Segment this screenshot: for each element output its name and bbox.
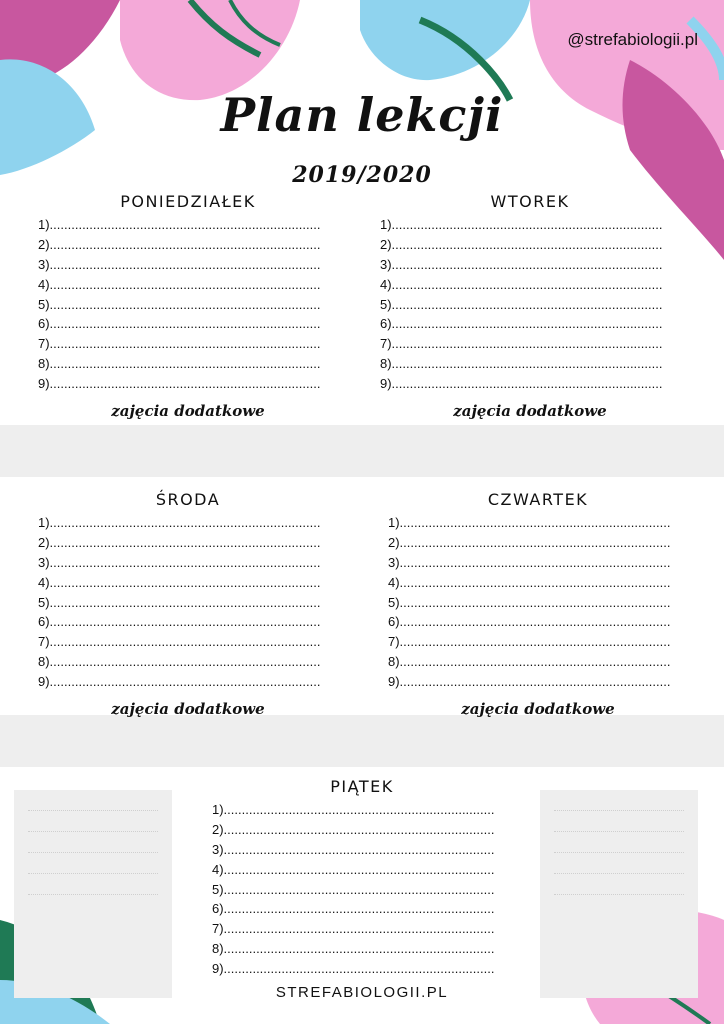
lesson-line-6[interactable]: 6)........................................................................... bbox=[38, 316, 321, 332]
lesson-line-2[interactable]: 2)........................................................................... bbox=[380, 236, 663, 252]
lesson-line-3[interactable]: 3)........................................................................... bbox=[380, 256, 663, 272]
lesson-line-4[interactable]: 4)........................................................................... bbox=[212, 861, 495, 877]
day-tuesday bbox=[380, 192, 680, 420]
lesson-line-3[interactable]: 3)........................................................................... bbox=[212, 841, 495, 857]
lesson-line-6[interactable]: 6)........................................................................... bbox=[388, 614, 671, 630]
lesson-line-9[interactable]: 9)........................................................................... bbox=[38, 376, 321, 392]
divider-band-2 bbox=[0, 715, 724, 767]
lesson-list bbox=[38, 515, 338, 694]
lesson-line-1[interactable]: 1)........................................................................... bbox=[38, 515, 321, 530]
lesson-line-8[interactable]: 8)........................................................................... bbox=[38, 356, 321, 372]
lesson-line-9[interactable]: 9)........................................................................... bbox=[380, 376, 663, 392]
lesson-line-1[interactable]: 1)........................................................................... bbox=[380, 217, 663, 232]
divider-band-1 bbox=[0, 425, 724, 477]
lesson-line-7[interactable]: 7)........................................................................... bbox=[388, 634, 671, 650]
lesson-line-9[interactable]: 9)........................................................................... bbox=[212, 961, 495, 977]
lesson-list bbox=[38, 217, 338, 396]
lesson-line-9[interactable]: 9)........................................................................... bbox=[388, 674, 671, 690]
extra-activities-label: zajęcia dodatkowe bbox=[461, 700, 615, 719]
extra-activities-label: zajęcia dodatkowe bbox=[111, 700, 265, 719]
lesson-line-1[interactable]: 1)........................................................................... bbox=[212, 802, 495, 817]
school-year: 2019/2020 bbox=[292, 162, 432, 188]
day-monday bbox=[38, 192, 338, 420]
day-name: CZWARTEK bbox=[487, 490, 589, 509]
lesson-line-7[interactable]: 7)........................................................................... bbox=[38, 634, 321, 650]
lesson-line-5[interactable]: 5)........................................................................... bbox=[212, 881, 495, 897]
lesson-line-2[interactable]: 2)........................................................................... bbox=[388, 534, 671, 550]
day-name: ŚRODA bbox=[155, 490, 221, 509]
page-title: Plan lekcji bbox=[220, 88, 504, 142]
lesson-line-7[interactable]: 7)........................................................................... bbox=[38, 336, 321, 352]
lesson-list bbox=[380, 217, 680, 396]
lesson-line-8[interactable]: 8)........................................................................... bbox=[388, 654, 671, 670]
lesson-line-9[interactable]: 9)........................................................................... bbox=[38, 674, 321, 690]
day-name: PONIEDZIAŁEK bbox=[120, 192, 256, 211]
website-footer: STREFABIOLOGII.PL bbox=[275, 984, 449, 1001]
lesson-line-4[interactable]: 4)........................................................................... bbox=[38, 574, 321, 590]
lesson-line-4[interactable]: 4)........................................................................... bbox=[38, 276, 321, 292]
lesson-line-7[interactable]: 7)........................................................................... bbox=[212, 921, 495, 937]
day-thursday bbox=[388, 490, 688, 718]
day-friday bbox=[212, 777, 512, 981]
lesson-line-5[interactable]: 5)........................................................................... bbox=[38, 594, 321, 610]
day-name: PIĄTEK bbox=[330, 777, 394, 796]
lesson-line-8[interactable]: 8)........................................................................... bbox=[38, 654, 321, 670]
lesson-line-8[interactable]: 8)........................................................................... bbox=[212, 941, 495, 957]
lesson-line-7[interactable]: 7)........................................................................... bbox=[380, 336, 663, 352]
lesson-line-6[interactable]: 6)........................................................................... bbox=[212, 901, 495, 917]
lesson-line-8[interactable]: 8)........................................................................... bbox=[380, 356, 663, 372]
notes-box-right[interactable] bbox=[540, 790, 698, 998]
lesson-line-1[interactable]: 1)........................................................................... bbox=[38, 217, 321, 232]
lesson-line-2[interactable]: 2)........................................................................... bbox=[38, 534, 321, 550]
lesson-line-5[interactable]: 5)........................................................................... bbox=[388, 594, 671, 610]
lesson-line-6[interactable]: 6)........................................................................... bbox=[380, 316, 663, 332]
lesson-line-3[interactable]: 3)........................................................................... bbox=[38, 554, 321, 570]
lesson-line-3[interactable]: 3)........................................................................... bbox=[38, 256, 321, 272]
lesson-list bbox=[212, 802, 512, 981]
lesson-line-5[interactable]: 5)........................................................................... bbox=[38, 296, 321, 312]
lesson-line-3[interactable]: 3)........................................................................... bbox=[388, 554, 671, 570]
instagram-handle: @strefabiologii.pl bbox=[567, 30, 698, 49]
lesson-line-2[interactable]: 2)........................................................................... bbox=[38, 236, 321, 252]
lesson-line-2[interactable]: 2)........................................................................... bbox=[212, 821, 495, 837]
lesson-line-4[interactable]: 4)........................................................................... bbox=[388, 574, 671, 590]
extra-activities-label: zajęcia dodatkowe bbox=[453, 402, 607, 421]
extra-activities-label: zajęcia dodatkowe bbox=[111, 402, 265, 421]
lesson-line-4[interactable]: 4)........................................................................... bbox=[380, 276, 663, 292]
lesson-list bbox=[388, 515, 688, 694]
lesson-line-6[interactable]: 6)........................................................................... bbox=[38, 614, 321, 630]
lesson-line-5[interactable]: 5)........................................................................... bbox=[380, 296, 663, 312]
day-name: WTOREK bbox=[490, 192, 570, 211]
day-wednesday bbox=[38, 490, 338, 718]
notes-box-left[interactable] bbox=[14, 790, 172, 998]
lesson-line-1[interactable]: 1)........................................................................... bbox=[388, 515, 671, 530]
